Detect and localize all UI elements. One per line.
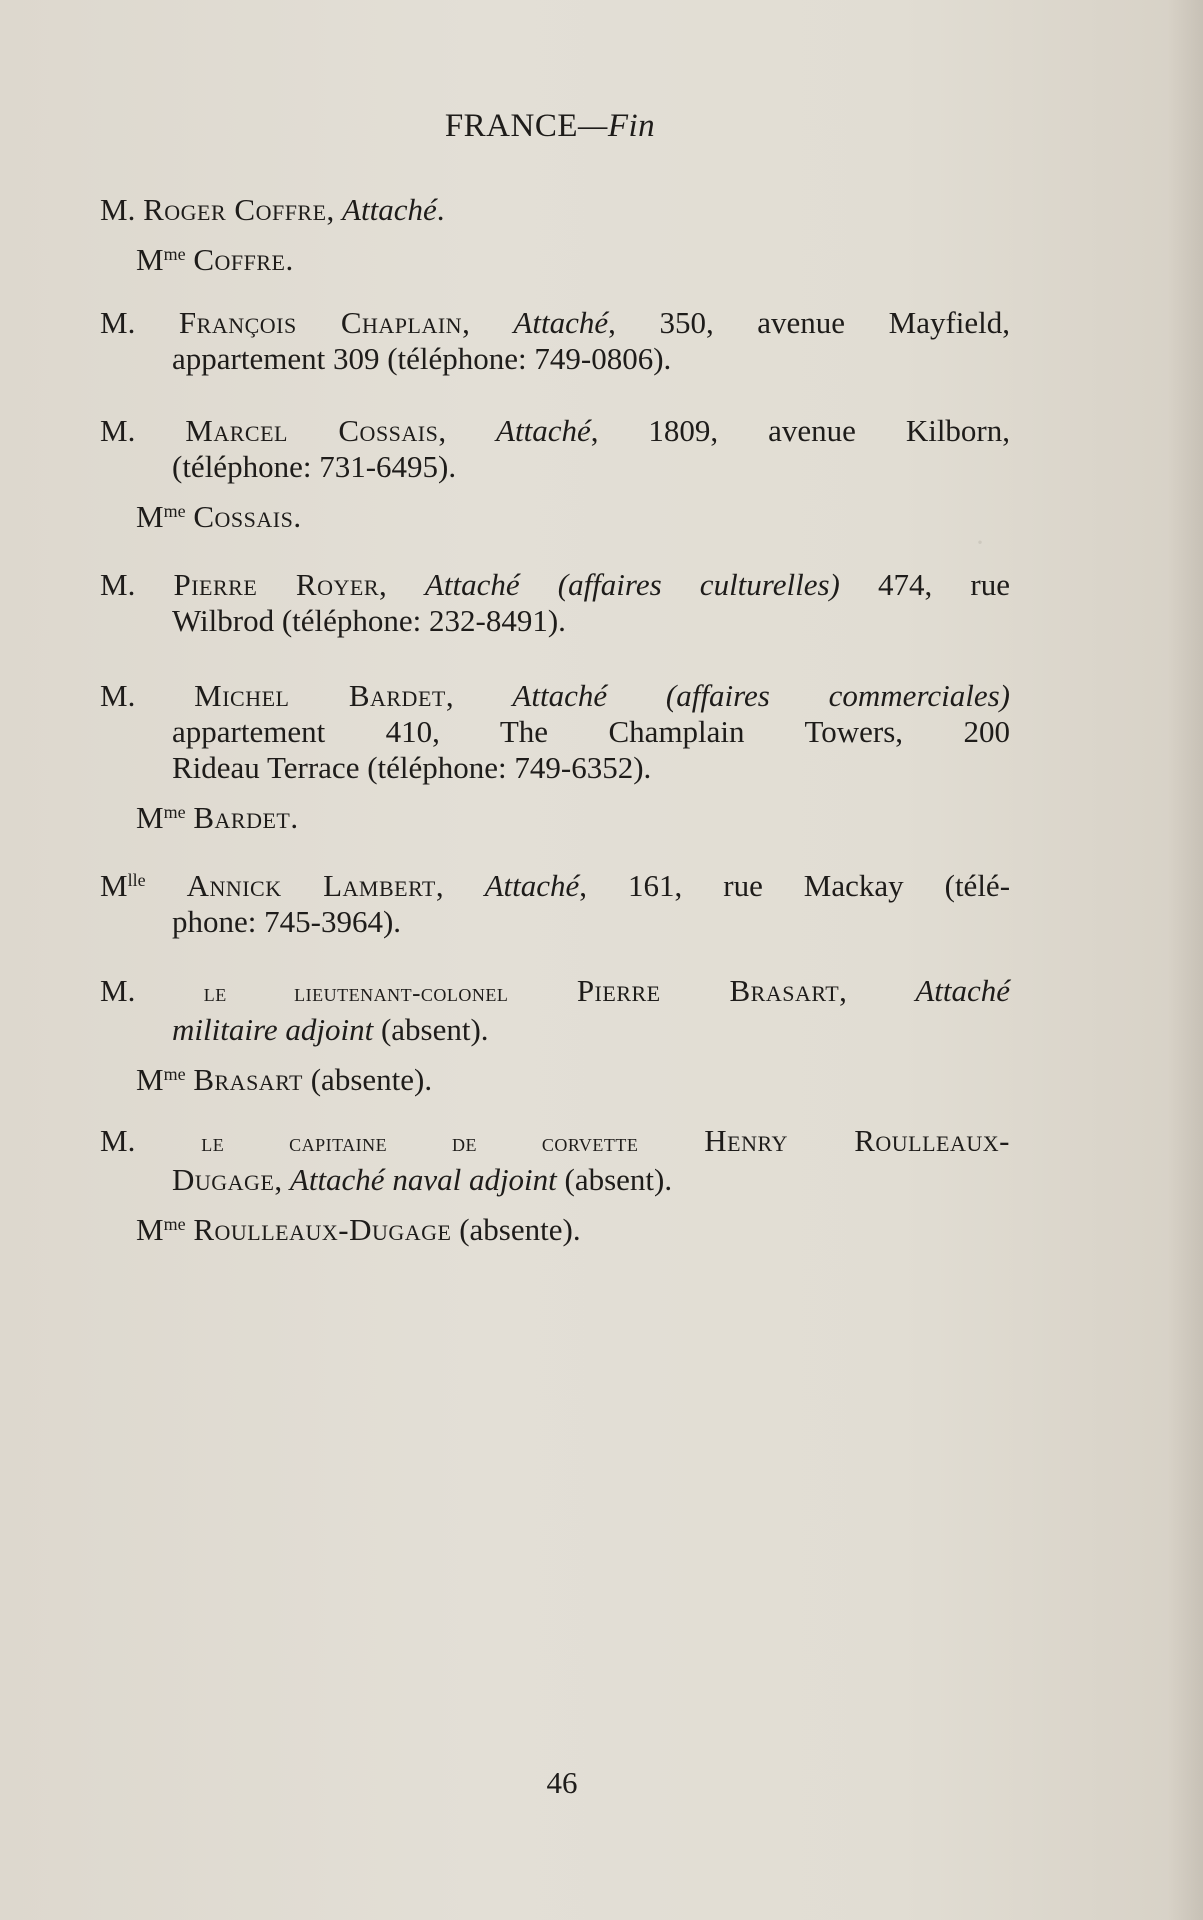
entry-role-cont: militaire adjoint (absent). — [172, 1012, 489, 1047]
entry-address: 474, rue — [878, 567, 1010, 602]
entry-name: Annick Lambert — [186, 868, 436, 903]
entry-name: Henry Roulleaux- — [704, 1123, 1010, 1158]
page-header — [0, 108, 1100, 145]
entry-spouse: $M^{me}$ Bardet. — [136, 800, 299, 835]
entry-role: Attaché — [496, 413, 591, 448]
entry-marcel-cossais: M. Marcel Cossais, Attaché, 1809, avenue Kilborn, (téléphone: 731-6495). $M^{me}$ Cossais. — [100, 413, 1011, 534]
entry-prefix: M. — [100, 413, 136, 448]
entry-spouse: $M^{me}$ Roulleaux-Dugage (absente). — [136, 1212, 581, 1247]
entry-prefix: M. — [100, 567, 136, 602]
entry-address: 1809, avenue Kilborn, — [648, 413, 1011, 448]
entry-michel-bardet: M. Michel Bardet, Attaché (affaires commerciales) appartement 410, The Champlain Towers, 200 Rideau Terrace (téléphone: 749-6352). $M^{me}$ Bardet. — [100, 678, 1010, 835]
entry-roger-coffre: M. Roger Coffre, Attaché. $M^{me}$ Coffre. — [100, 192, 1010, 278]
entry-prefix: M. — [100, 1123, 136, 1158]
entry-francois-chaplain: M. François Chaplain, Attaché, 350, avenue Mayfield, appartement 309 (téléphone: 749-0806). — [100, 305, 1011, 376]
entry-prefix: $M^{lle}$ — [100, 868, 146, 903]
entry-name: Pierre Brasart — [576, 973, 840, 1008]
entry-prefix: M. — [100, 973, 136, 1008]
entry-role: Attaché — [484, 868, 580, 903]
entry-prefix: M. — [100, 305, 136, 340]
entry-henry-roulleaux-dugage — [100, 1123, 1010, 1248]
header-suffix: —Fin — [578, 108, 656, 144]
entry-spouse: $M^{me}$ Coffre. — [136, 242, 294, 277]
entry-rank: le lieutenant-colonel — [203, 980, 509, 1007]
entry-address-cont: (téléphone: 731-6495). — [172, 449, 457, 484]
entry-address: 350, avenue Mayfield, — [659, 305, 1011, 340]
page-edge-shadow — [1167, 0, 1203, 1920]
entry-name: Pierre Royer — [173, 567, 379, 602]
entry-role: Attaché — [512, 678, 608, 713]
bleed-through-text: · — [975, 526, 985, 559]
entry-annick-lambert: $M^{lle}$ Annick Lambert, Attaché, 161, rue Mackay (télé- phone: 745-3964). — [100, 868, 1011, 939]
entry-name-cont: Dugage, Attaché naval adjoint (absent). — [172, 1162, 673, 1197]
entry-address-cont: appartement 309 (téléphone: 749-0806). — [172, 341, 672, 376]
entry-prefix: M. — [100, 192, 136, 227]
entry-name: Marcel Cossais — [185, 413, 439, 448]
entry-name: Roger Coffre — [143, 192, 327, 227]
entry-address-cont: Wilbrod (téléphone: 232-8491). — [172, 603, 566, 638]
entry-rank: le capitaine de corvette — [201, 1130, 639, 1157]
header-country: FRANCE — [444, 108, 579, 144]
entry-role: Attaché — [424, 567, 520, 602]
entry-address: 161, rue Mackay (télé- — [628, 868, 1011, 903]
entry-pierre-brasart: M. le lieutenant-colonel Pierre Brasart, Attaché militaire adjoint (absent). $M^{me}$ Brasart (absente). — [100, 973, 1011, 1097]
entry-pierre-royer: M. Pierre Royer, Attaché (affaires culturelles) 474, rue Wilbrod (téléphone: 232-8491). — [100, 567, 1010, 638]
page-number: 46 — [546, 1765, 578, 1800]
entry-spouse: $M^{me}$ Cossais. — [136, 499, 302, 534]
entry-role: Attaché — [915, 973, 1011, 1008]
entry-role: Attaché — [513, 305, 609, 340]
entry-address-cont-2: Rideau Terrace (téléphone: 749-6352). — [172, 750, 652, 785]
entry-role-extra: (affaires commerciales) — [665, 678, 1010, 713]
entry-role: Attaché — [342, 192, 437, 227]
entry-spouse: $M^{me}$ Brasart (absente). — [136, 1062, 433, 1097]
entry-prefix: M. — [100, 678, 136, 713]
entry-address-cont: phone: 745-3964). — [172, 904, 402, 939]
entry-name: Michel Bardet — [194, 678, 446, 713]
entry-name: François Chaplain — [178, 305, 463, 340]
entry-role-extra: (affaires culturelles) — [557, 567, 840, 602]
entry-address-cont: appartement 410, The Champlain Towers, 200 — [172, 714, 1010, 749]
